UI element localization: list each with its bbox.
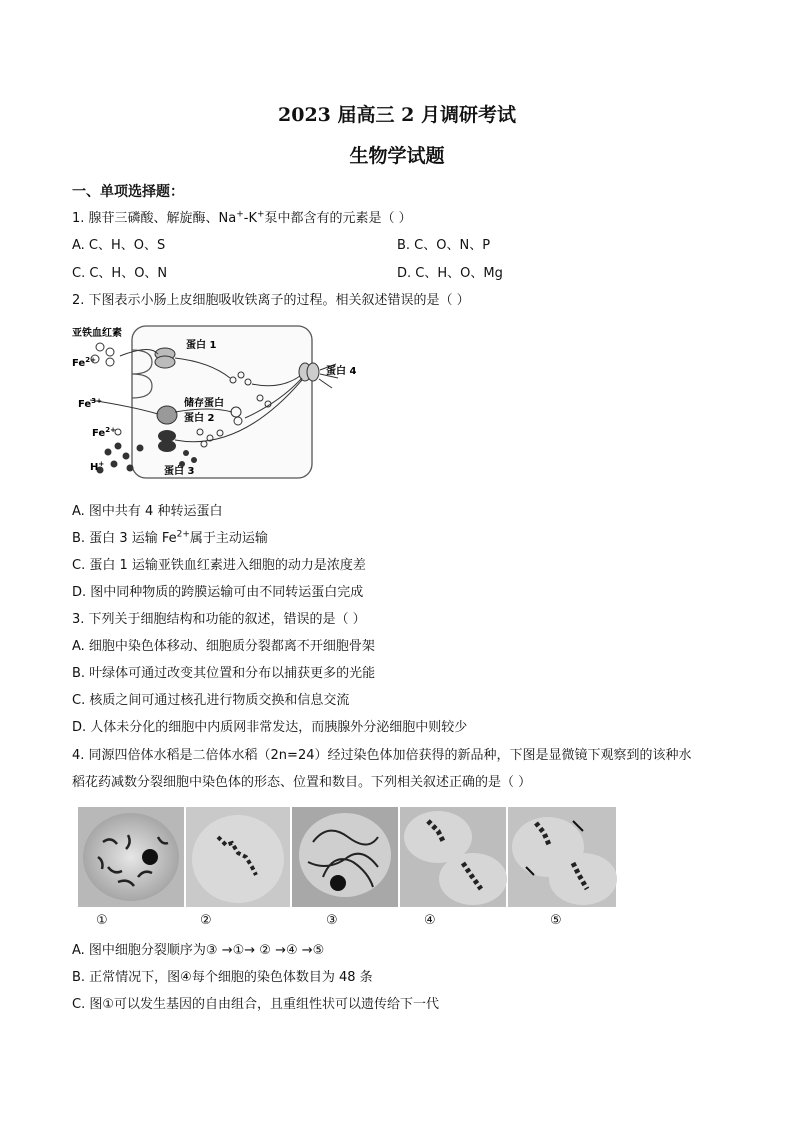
micrograph-3 [292,807,398,907]
q1-option-b: B. C、O、N、P [397,238,491,253]
micrograph-4 [400,807,507,907]
exam-title: 2023 届高三 2 月调研考试 [278,104,516,126]
micrograph-label-3: ③ [326,913,338,928]
q3-option-a: A. 细胞中染色体移动、细胞质分裂都离不开细胞骨架 [72,639,375,654]
q1-stem: 1. 腺苷三磷酸、解旋酶、Na+-K+泵中都含有的元素是（ ） [72,209,412,226]
section-heading: 一、单项选择题： [72,184,184,200]
micrograph-2 [186,807,290,907]
micrograph-5 [508,807,617,907]
q3-option-d: D. 人体未分化的细胞中内质网非常发达，而胰腺外分泌细胞中则较少 [72,720,468,735]
micrograph-label-2: ② [200,913,212,928]
q4-option-a: A. 图中细胞分裂顺序为③ →①→ ② →④ →⑤ [72,943,325,958]
q1-option-d: D. C、H、O、Mg [397,266,503,281]
q4-stem-line1: 4. 同源四倍体水稻是二倍体水稻（2n=24）经过染色体加倍获得的新品种，下图是显微镜下观察到的该种水 [72,748,692,763]
q3-stem: 3. 下列关于细胞结构和功能的叙述，错误的是（ ） [72,612,366,627]
q2-option-d: D. 图中同种物质的跨膜运输可由不同转运蛋白完成 [72,585,364,600]
micrograph-1 [78,807,184,907]
micrograph-label-1: ① [96,913,108,928]
protein4-label: 蛋白 4 [326,366,357,377]
q4-option-c: C. 图①可以发生基因的自由组合，且重组性状可以遗传给下一代 [72,997,439,1012]
q4-option-b: B. 正常情况下，图④每个细胞的染色体数目为 48 条 [72,970,373,985]
micrograph-label-5: ⑤ [550,913,562,928]
fe2-bottom-label: $Fe^{2+}$ [92,426,116,439]
q2-option-a: A. 图中共有 4 种转运蛋白 [72,504,223,519]
h-ion-label: H+ [90,460,105,473]
iron-absorption-diagram [70,322,370,484]
q3-option-c: C. 核质之间可通过核孔进行物质交换和信息交流 [72,693,350,708]
micrograph-strip [78,807,618,907]
q2-option-c: C. 蛋白 1 运输亚铁血红素进入细胞的动力是浓度差 [72,558,366,573]
fe2-top-label: $Fe^{2+}$ [72,356,96,369]
heme-label: 亚铁血红素 [72,328,122,339]
protein1-label: 蛋白 1 [186,340,217,351]
storage-protein-label: 储存蛋白 [184,398,224,409]
q3-option-b: B. 叶绿体可通过改变其位置和分布以捕获更多的光能 [72,666,376,681]
q1-option-a: A. C、H、O、S [72,238,166,253]
protein3-label: 蛋白 3 [164,466,195,477]
q1-option-c: C. C、H、O、N [72,266,168,281]
exam-subtitle: 生物学试题 [349,145,445,167]
protein2-label: 蛋白 2 [184,413,215,424]
q4-stem-line2: 稻花药减数分裂细胞中染色体的形态、位置和数目。下列相关叙述正确的是（ ） [72,775,532,790]
q2-option-b: B. 蛋白 3 运输 $Fe^{2+}$属于主动运输 [72,529,268,546]
q2-stem: 2. 下图表示小肠上皮细胞吸收铁离子的过程。相关叙述错误的是（ ） [72,293,470,308]
fe3-label: $Fe^{3+}$ [78,397,102,410]
micrograph-label-4: ④ [424,913,436,928]
